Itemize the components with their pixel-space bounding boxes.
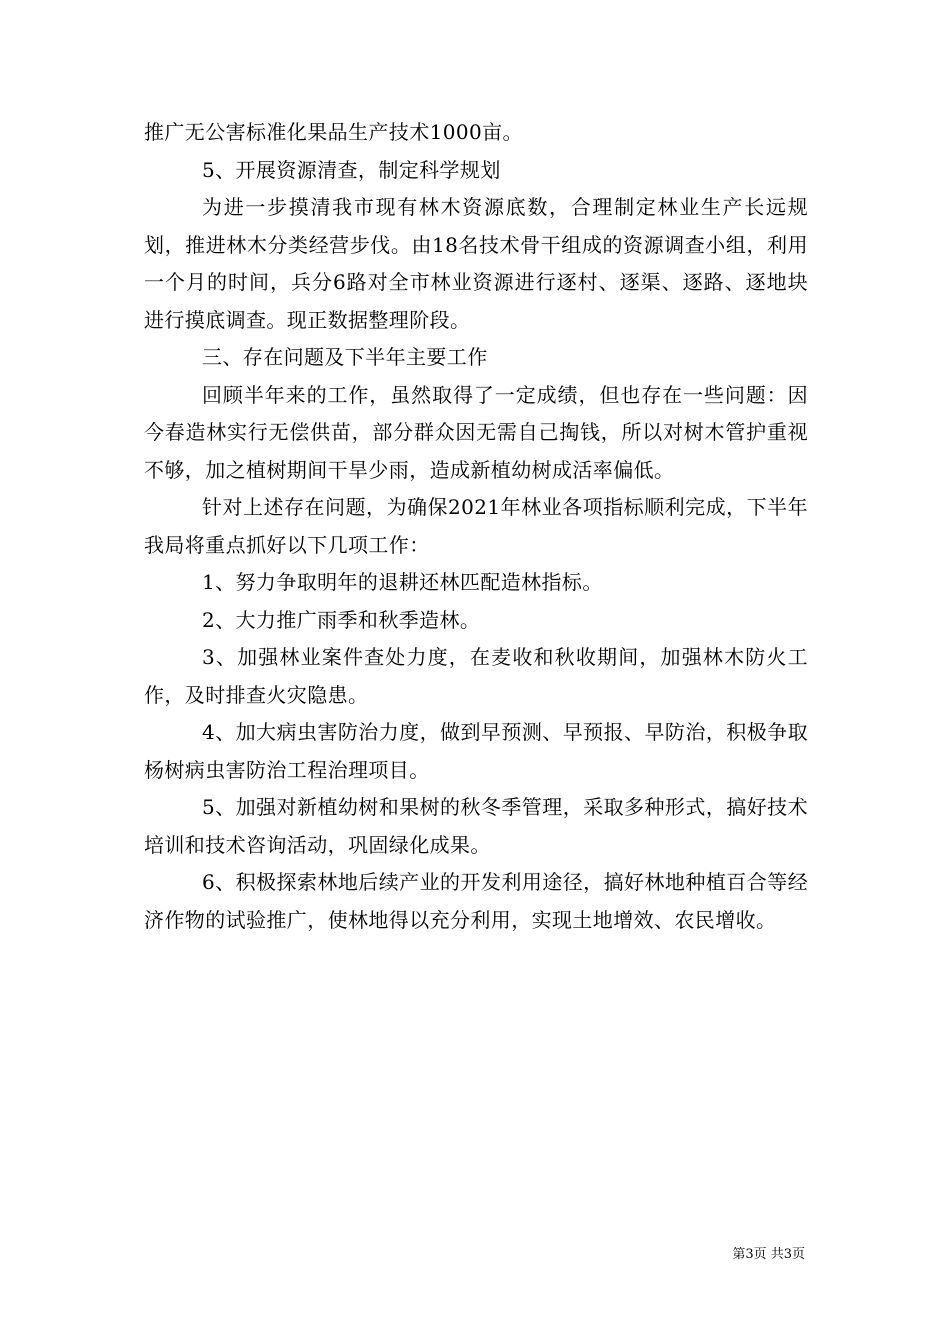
list-item-5: 5、加强对新植幼树和果树的秋冬季管理，采取多种形式，搞好技术培训和技术咨询活动，巩固绿化成果。 (144, 795, 808, 857)
document-body (144, 114, 808, 939)
list-item-2: 2、大力推广雨季和秋季造林。 (202, 607, 481, 632)
list-item-3: 3、加强林业案件查处力度，在麦收和秋收期间，加强林木防火工作，及时排查火灾隐患。 (144, 645, 808, 707)
list-item-1: 1、努力争取明年的退耕还林匹配造林指标。 (202, 570, 603, 594)
paragraph-2: 5、开展资源清查，制定科学规划 (202, 157, 501, 182)
paragraph-1: 推广无公害标准化果品生产技术1000亩。 (144, 120, 523, 144)
page-number-footer: 第3页 共3页 (732, 1247, 805, 1262)
paragraph-3: 为进一步摸清我市现有林木资源底数，合理制定林业生产长远规划，推进林木分类经营步伐。由18名技术骨干组成的资源调查小组，利用一个月的时间，兵分6路对全市林业资源进行逐村、逐渠、逐路、逐地块进行摸底调查。现正数据整理阶段。 (144, 195, 808, 332)
paragraph-6: 针对上述存在问题，为确保2021年林业各项指标顺利完成，下半年我局将重点抓好以下几项工作： (144, 495, 808, 557)
paragraph-5: 回顾半年来的工作，虽然取得了一定成绩，但也存在一些问题：因今春造林实行无偿供苗，部分群众因无需自己掏钱，所以对树木管护重视不够，加之植树期间干旱少雨，造成新植幼树成活率偏低。 (144, 382, 808, 482)
list-item-6: 6、积极探索林地后续产业的开发利用途径，搞好林地种植百合等经济作物的试验推广，使林地得以充分利用，实现土地增效、农民增收。 (144, 870, 808, 932)
section-heading: 三、存在问题及下半年主要工作 (202, 345, 488, 369)
list-item-4: 4、加大病虫害防治力度，做到早预测、早预报、早防治，积极争取杨树病虫害防治工程治理项目。 (144, 720, 808, 782)
